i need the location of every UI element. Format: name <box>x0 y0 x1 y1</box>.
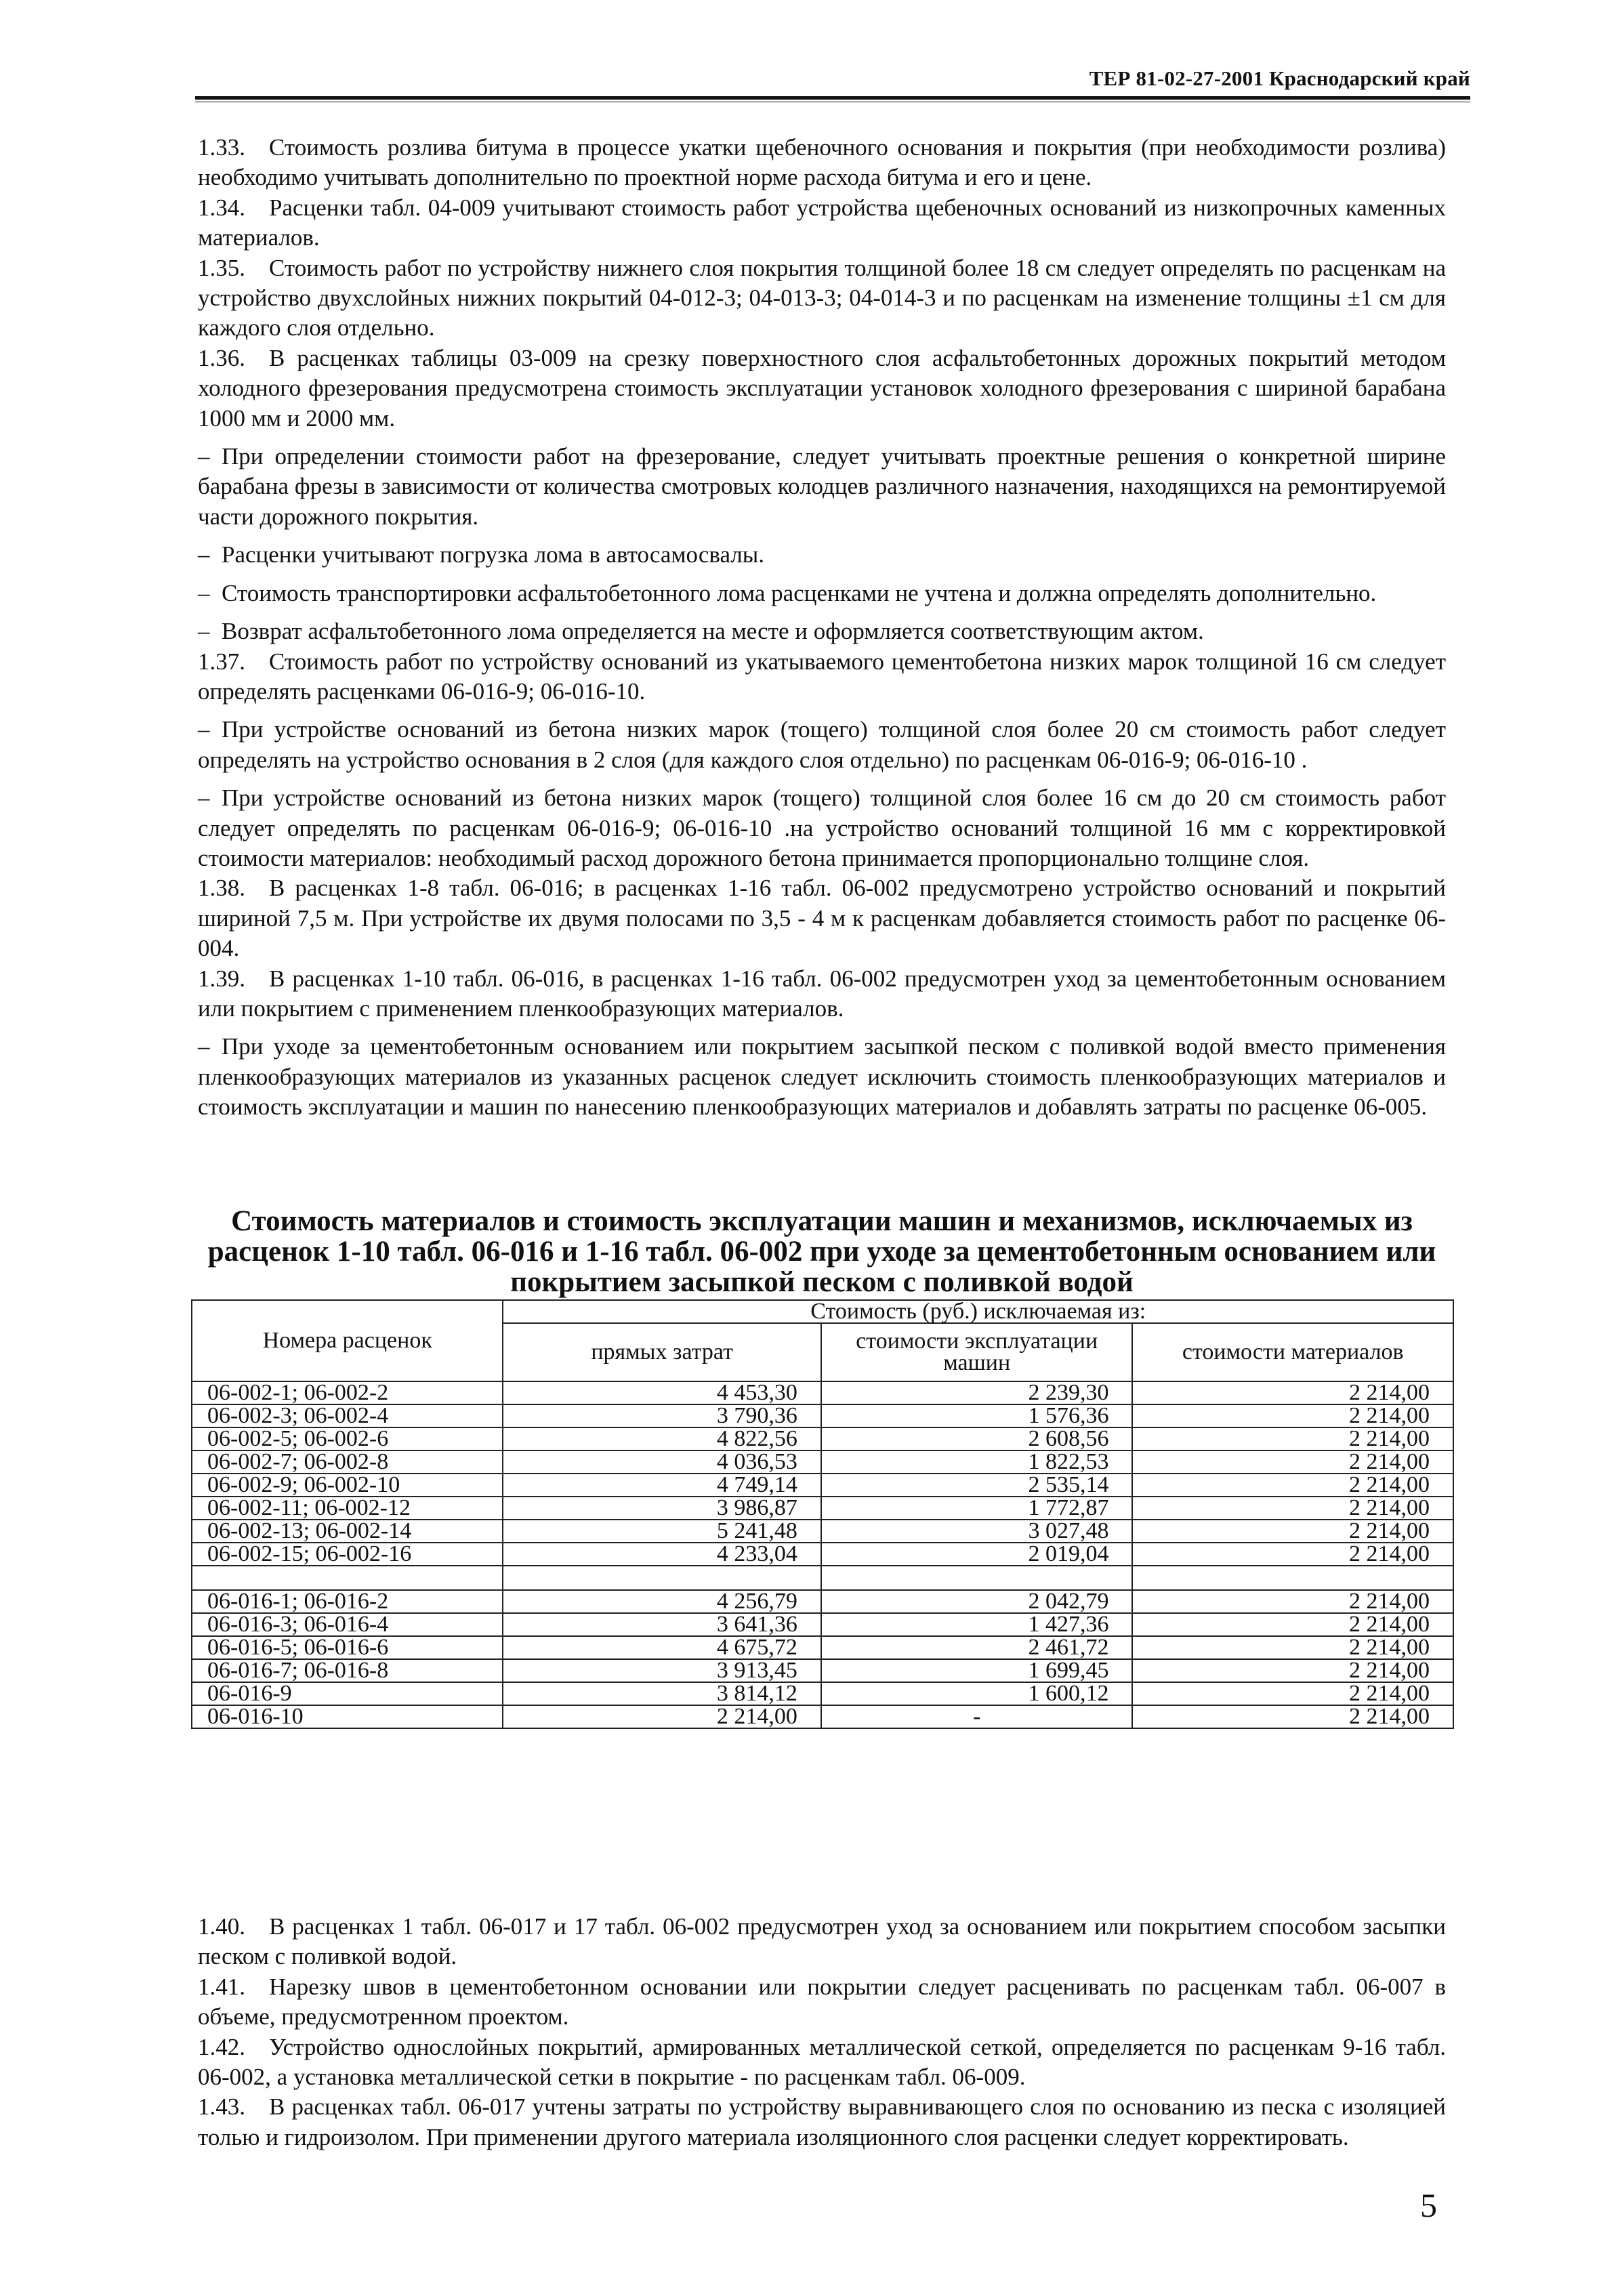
cell-machine-cost: 1 576,36 <box>821 1404 1133 1427</box>
cell-material-cost: 2 214,00 <box>1132 1590 1453 1613</box>
column-header-code: Номера расценок <box>192 1300 503 1381</box>
cell-machine-cost: 1 772,87 <box>821 1497 1133 1520</box>
table-row <box>192 1450 1453 1474</box>
column-header-group: Стоимость (руб.) исключаемая из: <box>503 1300 1453 1323</box>
column-header-materials: стоимости материалов <box>1132 1323 1453 1381</box>
cell-rate-code: 06-016-10 <box>192 1705 503 1728</box>
cell-material-cost: 2 214,00 <box>1132 1404 1453 1427</box>
paragraph-1-35: 1.35. Стоимость работ по устройству нижнего слоя покрытия толщиной более 18 см следует определять по расценкам на устройство двухслойных нижних покрытий 04-012-3; 04-013-3; 04-014-3 и по расценкам на изменение толщины ±1 см для каждого слоя отдельно. <box>198 254 1446 341</box>
cell-direct-cost: 3 913,45 <box>503 1659 821 1682</box>
cell-direct-cost: 3 814,12 <box>503 1682 821 1705</box>
cell-rate-code: 06-002-5; 06-002-6 <box>192 1427 503 1450</box>
rows-group-06-016 <box>192 1590 1453 1728</box>
cell-machine-cost: 1 427,36 <box>821 1613 1133 1636</box>
cell-rate-code: 06-002-9; 06-002-10 <box>192 1474 503 1497</box>
cell-rate-code: 06-002-11; 06-002-12 <box>192 1497 503 1520</box>
cell-machine-cost: - <box>821 1705 1133 1728</box>
paragraph-1-37: 1.37. Стоимость работ по устройству оснований из укатываемого цементобетона низких марок толщиной 16 см следует определять расценками 06-016-9; 06-016-10. <box>198 648 1446 705</box>
cell-machine-cost: 2 239,30 <box>821 1381 1133 1404</box>
rows-group-06-002 <box>192 1381 1453 1566</box>
cell-machine-cost: 2 535,14 <box>821 1474 1133 1497</box>
table-row <box>192 1497 1453 1520</box>
table-header-row-1 <box>192 1300 1453 1323</box>
cell-material-cost: 2 214,00 <box>1132 1705 1453 1728</box>
page-number: 5 <box>1420 2186 1437 2224</box>
cell-material-cost: 2 214,00 <box>1132 1613 1453 1636</box>
dash-item-16-20cm: – При устройстве оснований из бетона низких марок (тощего) толщиной слоя более 16 см до 20 см стоимость работ следует определять по расценкам 06-016-9; 06-016-10 .на устройство оснований толщиной 16 мм с корректировкой стоимости материалов: необходимый расход дорожного бетона принимается пропорционально толщине слоя. <box>198 785 1446 871</box>
cell-direct-cost: 4 256,79 <box>503 1590 821 1613</box>
table-spacer-row <box>192 1566 1453 1590</box>
cell-material-cost: 2 214,00 <box>1132 1682 1453 1705</box>
table-row <box>192 1590 1453 1613</box>
cell-machine-cost: 1 600,12 <box>821 1682 1133 1705</box>
cell-machine-cost: 2 461,72 <box>821 1636 1133 1659</box>
table-row <box>192 1543 1453 1566</box>
paragraph-1-38: 1.38. В расценках 1-8 табл. 06-016; в расценках 1-16 табл. 06-002 предусмотрено устройство оснований и покрытий шириной 7,5 м. При устройстве их двумя полосами по 3,5 - 4 м к расценкам добавляется стоимость работ по расценке 06-004. <box>198 875 1446 962</box>
dash-item-return: – Возврат асфальтобетонного лома определяется на месте и оформляется соответствующим актом. <box>198 618 1204 645</box>
cell-machine-cost: 2 019,04 <box>821 1543 1133 1566</box>
paragraph-1-40: 1.40. В расценках 1 табл. 06-017 и 17 табл. 06-002 предусмотрен уход за основанием или покрытием способом засыпки песком с поливкой водой. <box>198 1913 1446 1970</box>
paragraph-1-34: 1.34. Расценки табл. 04-009 учитывают стоимость работ устройства щебеночных оснований из низкопрочных каменных материалов. <box>198 194 1446 251</box>
cell-direct-cost: 4 233,04 <box>503 1543 821 1566</box>
paragraph-1-41: 1.41. Нарезку швов в цементобетонном основании или покрытии следует расценивать по расценкам табл. 06-007 в объеме, предусмотренном проектом. <box>198 1973 1446 2030</box>
paragraph-1-39: 1.39. В расценках 1-10 табл. 06-016, в расценках 1-16 табл. 06-002 предусмотрен уход за цементобетонным основанием или покрытием с применением пленкообразующих материалов. <box>198 965 1446 1022</box>
spacer-cell <box>503 1566 821 1590</box>
cell-material-cost: 2 214,00 <box>1132 1636 1453 1659</box>
table-row <box>192 1404 1453 1427</box>
table-row <box>192 1381 1453 1404</box>
cell-rate-code: 06-002-13; 06-002-14 <box>192 1520 503 1543</box>
column-header-machines: стоимости эксплуатации машин <box>821 1323 1133 1381</box>
cell-direct-cost: 3 641,36 <box>503 1613 821 1636</box>
table-row <box>192 1705 1453 1728</box>
cell-direct-cost: 4 749,14 <box>503 1474 821 1497</box>
paragraph-1-42: 1.42. Устройство однослойных покрытий, армированных металлической сеткой, определяется по расценкам 9-16 табл. 06-002, а установка металлической сетки в покрытие - по расценкам табл. 06-009. <box>198 2033 1446 2091</box>
cell-rate-code: 06-002-7; 06-002-8 <box>192 1450 503 1474</box>
dash-item-transport: – Стоимость транспортировки асфальтобетонного лома расценками не учтена и должна определять дополнительно. <box>198 579 1377 606</box>
cell-machine-cost: 1 822,53 <box>821 1450 1133 1474</box>
cell-machine-cost: 1 699,45 <box>821 1659 1133 1682</box>
cell-rate-code: 06-016-7; 06-016-8 <box>192 1659 503 1682</box>
cell-direct-cost: 4 036,53 <box>503 1450 821 1474</box>
cell-material-cost: 2 214,00 <box>1132 1520 1453 1543</box>
cell-direct-cost: 3 986,87 <box>503 1497 821 1520</box>
cell-rate-code: 06-016-1; 06-016-2 <box>192 1590 503 1613</box>
cell-machine-cost: 2 042,79 <box>821 1590 1133 1613</box>
paragraph-1-33: 1.33. Стоимость розлива битума в процессе укатки щебеночного основания и покрытия (при необходимости розлива) необходимо учитывать дополнительно по проектной норме расхода битума и его и цене. <box>198 134 1446 191</box>
cell-machine-cost: 3 027,48 <box>821 1520 1133 1543</box>
cell-material-cost: 2 214,00 <box>1132 1427 1453 1450</box>
cell-rate-code: 06-016-9 <box>192 1682 503 1705</box>
cell-rate-code: 06-002-3; 06-002-4 <box>192 1404 503 1427</box>
table-row <box>192 1427 1453 1450</box>
cell-material-cost: 2 214,00 <box>1132 1450 1453 1474</box>
header-rule <box>195 96 1470 102</box>
cell-material-cost: 2 214,00 <box>1132 1543 1453 1566</box>
cell-material-cost: 2 214,00 <box>1132 1474 1453 1497</box>
cell-direct-cost: 5 241,48 <box>503 1520 821 1543</box>
cell-direct-cost: 4 453,30 <box>503 1381 821 1404</box>
cell-direct-cost: 2 214,00 <box>503 1705 821 1728</box>
dash-item-sand-cover: – При уходе за цементобетонным основанием или покрытием засыпкой песком с поливкой водой вместо применения пленкообразующих материалов из указанных расценок следует исключить стоимость пленкообразующих материалов и стоимость эксплуатации и машин по нанесению пленкообразующих материалов и добавлять затраты по расценке 06-005. <box>198 1033 1446 1121</box>
cell-material-cost: 2 214,00 <box>1132 1659 1453 1682</box>
column-header-direct: прямых затрат <box>503 1323 821 1381</box>
cell-direct-cost: 3 790,36 <box>503 1404 821 1427</box>
cell-material-cost: 2 214,00 <box>1132 1381 1453 1404</box>
bottom-paragraphs <box>198 1912 1446 2152</box>
spacer-cell <box>1132 1566 1453 1590</box>
spacer-cell <box>192 1566 503 1590</box>
table-row <box>192 1474 1453 1497</box>
table-row <box>192 1520 1453 1543</box>
table-row <box>192 1613 1453 1636</box>
cell-rate-code: 06-016-5; 06-016-6 <box>192 1636 503 1659</box>
running-header: ТЕР 81-02-27-2001 Краснодарский край <box>1089 66 1470 90</box>
top-paragraphs <box>198 133 1446 1123</box>
table-row <box>192 1659 1453 1682</box>
spacer-cell <box>821 1566 1133 1590</box>
cell-rate-code: 06-002-15; 06-002-16 <box>192 1543 503 1566</box>
cell-direct-cost: 4 675,72 <box>503 1636 821 1659</box>
table-title: Стоимость материалов и стоимость эксплуатации машин и механизмов, исключаемых из расценок 1-10 табл. 06-016 и 1-16 табл. 06-002 при уходе за цементобетонным основанием или покрытием засыпкой песком с поливкой водой <box>207 1205 1436 1298</box>
dash-item-milling-width: – При определении стоимости работ на фрезерование, следует учитывать проектные решения о конкретной ширине барабана фрезы в зависимости от количества смотровых колодцев различного назначения, находящихся на ремонтируемой части дорожного покрытия. <box>198 443 1446 530</box>
cell-direct-cost: 4 822,56 <box>503 1427 821 1450</box>
paragraph-1-43: 1.43. В расценках табл. 06-017 учтены затраты по устройству выравнивающего слоя по основанию из песка с изоляцией толью и гидроизолом. При применении другого материала изоляционного слоя расценки следует корректировать. <box>198 2093 1446 2150</box>
cell-machine-cost: 2 608,56 <box>821 1427 1133 1450</box>
cell-rate-code: 06-016-3; 06-016-4 <box>192 1613 503 1636</box>
cell-rate-code: 06-002-1; 06-002-2 <box>192 1381 503 1404</box>
paragraph-1-36: 1.36. В расценках таблицы 03-009 на срезку поверхностного слоя асфальтобетонных дорожных покрытий методом холодного фрезерования предусмотрена стоимость эксплуатации установок холодного фрезерования с шириной барабана 1000 мм и 2000 мм. <box>198 344 1446 432</box>
table-row <box>192 1636 1453 1659</box>
dash-item-over-20cm: – При устройстве оснований из бетона низких марок (тощего) толщиной слоя более 20 см стоимость работ следует определять на устройство основания в 2 слоя (для каждого слоя отдельно) по расценкам 06-016-9; 06-016-10 . <box>198 716 1446 773</box>
dash-item-loading: – Расценки учитывают погрузка лома в автосамосвалы. <box>198 541 765 568</box>
cell-material-cost: 2 214,00 <box>1132 1497 1453 1520</box>
excluded-costs-table <box>191 1299 1454 1729</box>
table-row <box>192 1682 1453 1705</box>
